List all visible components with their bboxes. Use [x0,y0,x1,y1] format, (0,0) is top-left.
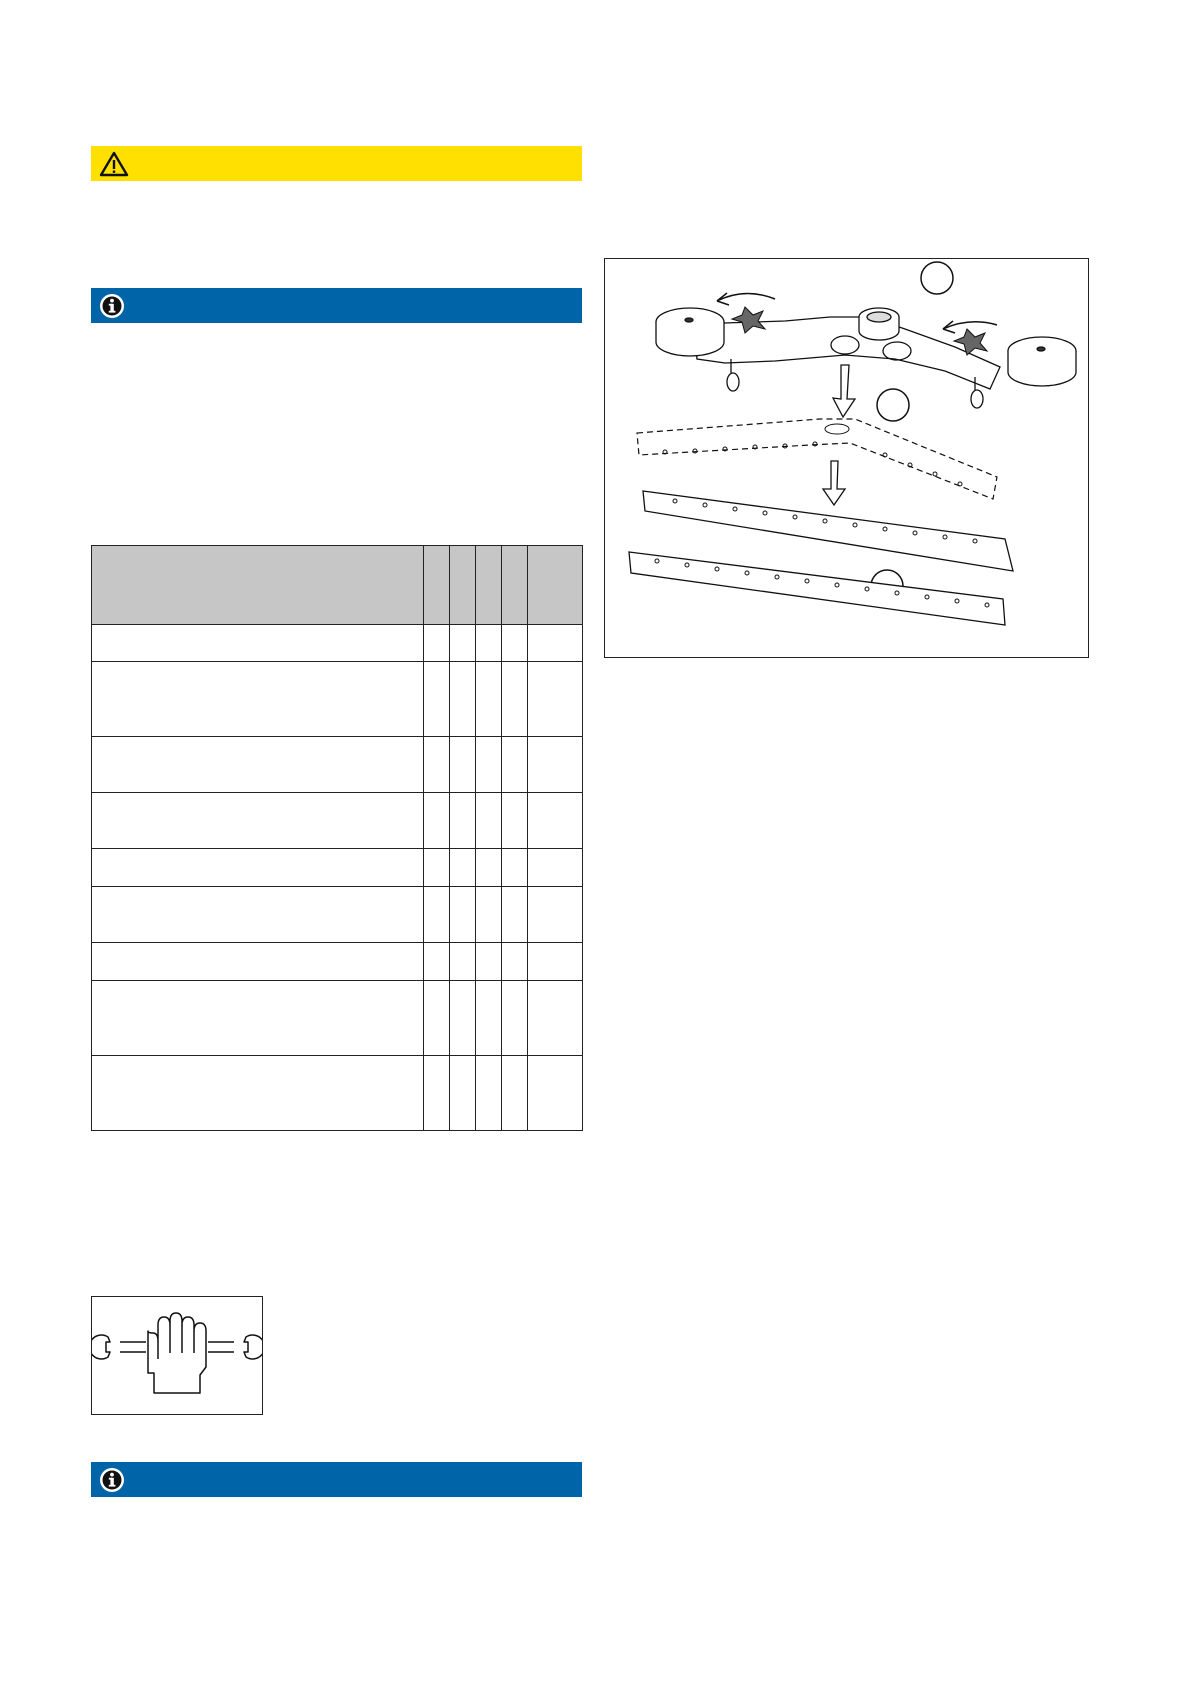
table-cell [92,981,424,1056]
callout-2 [877,389,909,421]
down-arrow-icon [823,461,845,505]
table-cell [476,1056,502,1131]
table-cell [476,981,502,1056]
warning-banner [91,146,582,181]
table-row [92,1056,583,1131]
header-cell-interval-4 [502,546,528,625]
table-row [92,625,583,662]
table-cell [424,849,450,887]
table-cell [528,943,583,981]
table-cell [476,943,502,981]
table-row [92,887,583,943]
table-cell [92,662,424,737]
rotate-arrow-left-icon [717,293,775,305]
squeegee-exploded-drawing [605,259,1088,657]
table-cell [528,887,583,943]
table-cell [424,625,450,662]
header-cell-interval-3 [476,546,502,625]
table-cell [502,943,528,981]
tool-symbol-box [91,1296,263,1415]
blade-holder-holes [663,424,962,486]
table-cell [528,981,583,1056]
rear-squeegee-blade [643,491,1013,571]
header-cell-task [92,546,424,625]
table-row [92,793,583,849]
table-cell [476,793,502,849]
table-row [92,981,583,1056]
table-row [92,737,583,793]
table-cell [424,1056,450,1131]
table-cell [476,887,502,943]
header-cell-interval-2 [450,546,476,625]
info-banner [91,288,582,323]
maintenance-table [91,545,583,1131]
table-cell [502,625,528,662]
table-row [92,849,583,887]
table-cell [450,849,476,887]
table-cell [450,625,476,662]
table-cell [528,1056,583,1131]
table-cell [450,737,476,793]
table-cell [502,793,528,849]
info-icon [99,293,125,319]
rotate-arrow-right-icon [943,321,997,333]
table-cell [424,793,450,849]
table-cell [424,981,450,1056]
table-cell [424,737,450,793]
table-cell [92,887,424,943]
table-cell [528,793,583,849]
table-cell [92,943,424,981]
table-cell [502,662,528,737]
table-cell [476,737,502,793]
table-cell [450,981,476,1056]
table-cell [476,849,502,887]
table-cell [502,887,528,943]
table-cell [92,849,424,887]
table-cell [450,1056,476,1131]
header-cell-interval-5 [528,546,583,625]
table-cell [424,943,450,981]
wrench-hand-icon [92,1297,262,1414]
table-cell [450,887,476,943]
warning-triangle-icon [99,151,129,177]
table-cell [424,662,450,737]
table-cell [92,793,424,849]
table-cell [92,1056,424,1131]
squeegee-frame [656,308,1076,408]
table-cell [476,662,502,737]
table-cell [92,625,424,662]
header-cell-interval-1 [424,546,450,625]
table-cell [528,662,583,737]
table-cell [502,737,528,793]
table-header-row [92,546,583,625]
squeegee-assembly-figure [604,258,1089,658]
table-cell [476,625,502,662]
table-row [92,943,583,981]
table-cell [450,662,476,737]
table-row [92,662,583,737]
table-cell [92,737,424,793]
table-cell [528,737,583,793]
info-icon [99,1467,125,1493]
table-cell [424,887,450,943]
table-cell [502,849,528,887]
front-squeegee-blade [629,552,1005,625]
blade-holder-dashed [637,419,997,499]
table-cell [450,943,476,981]
info-banner [91,1462,582,1497]
down-arrow-icon [833,365,855,417]
table-cell [528,849,583,887]
callout-1 [921,262,953,294]
table-cell [450,793,476,849]
table-cell [502,981,528,1056]
table-cell [528,625,583,662]
table-cell [502,1056,528,1131]
